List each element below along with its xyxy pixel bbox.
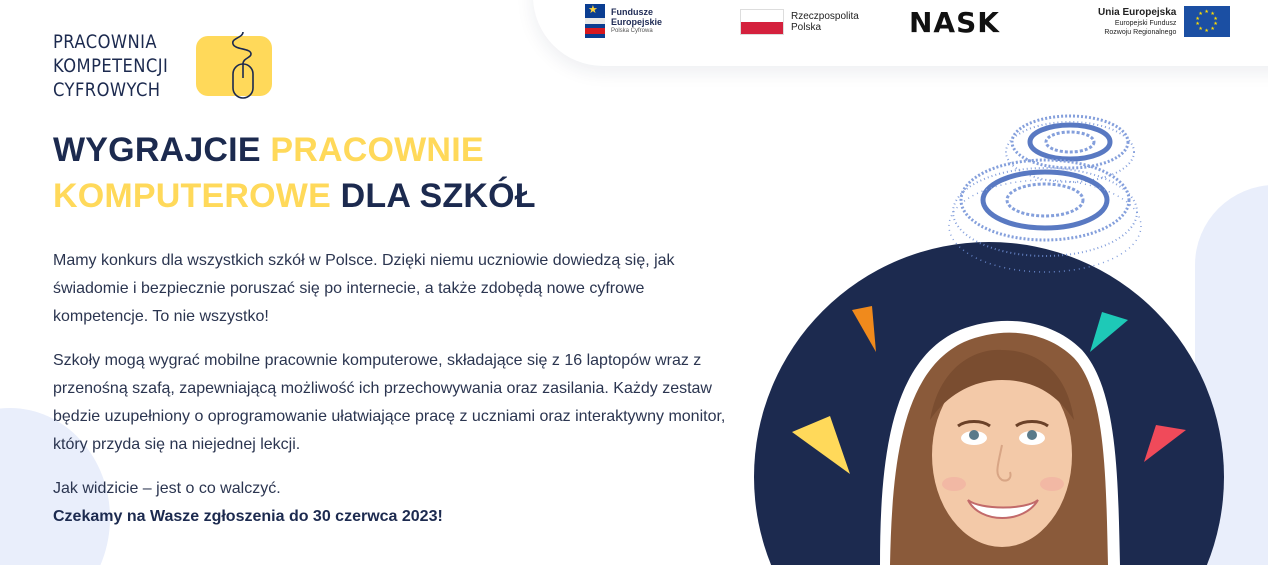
intro-paragraph-1: Mamy konkurs dla wszystkich szkół w Polsce. Dzięki niemu uczniowie dowiedzą się, jak świadomie i bezpiecznie poruszać się po internecie, a także zdobędą nowe cyfrowe kompetencje. To nie wszystko!	[53, 252, 675, 325]
unia-label-line1: Unia Europejska	[1098, 6, 1177, 18]
headline-part4: DLA SZKÓŁ	[330, 177, 536, 215]
intro-text	[53, 247, 733, 531]
girl-portrait	[880, 321, 1120, 565]
brand-line1: PRACOWNIA	[53, 31, 157, 53]
headline-part1: WYGRAJCIE	[53, 131, 271, 169]
page-headline	[53, 127, 536, 219]
fundusze-europejskie-icon: ★	[585, 4, 605, 38]
fundusze-europejskie-logo[interactable]	[585, 4, 662, 38]
red-confetti	[1144, 425, 1186, 462]
headline-part2: PRACOWNIE	[270, 131, 484, 169]
orange-confetti	[852, 306, 876, 352]
hero-illustration	[740, 100, 1268, 565]
teal-confetti	[1090, 312, 1128, 352]
fundusze-label-line1: Fundusze	[611, 6, 653, 17]
rzeczpospolita-label-line1: Rzeczpospolita	[791, 11, 859, 22]
unia-label-line2: Europejski Fundusz	[1114, 19, 1177, 27]
pracownia-kompetencji-cyfrowych-logo[interactable]	[53, 30, 187, 102]
computer-mouse-icon	[223, 30, 263, 102]
unia-label-line3: Rozwoju Regionalnego	[1104, 28, 1177, 36]
brand-line3: CYFROWYCH	[53, 79, 161, 101]
intro-paragraph-3: Jak widzicie – jest o co walczyć.	[53, 480, 281, 497]
brand-line2: KOMPETENCJI	[53, 55, 169, 77]
digital-rings-icon	[949, 116, 1141, 272]
rzeczpospolita-polska-logo[interactable]	[741, 10, 859, 34]
eu-flag-icon: ★ ★ ★ ★ ★ ★ ★ ★ ★ ★	[1184, 6, 1230, 37]
yellow-confetti	[792, 416, 850, 474]
deadline-text: Czekamy na Wasze zgłoszenia do 30 czerwca 2023!	[53, 508, 443, 525]
unia-europejska-logo[interactable]	[1098, 6, 1230, 37]
fundusze-label-line3: Polska Cyfrowa	[611, 27, 653, 34]
intro-paragraph-2: Szkoły mogą wygrać mobilne pracownie komputerowe, składające się z 16 laptopów wraz z przenośną szafą, zapewniającą możliwość ich przechowywania oraz zasilania. Każdy zestaw będzie uzupełniony o oprogramowanie ułatwiające pracę z uczniami oraz interaktywny monitor, który przyda się na niejednej lekcji.	[53, 352, 726, 453]
headline-part3: KOMPUTEROWE	[53, 177, 331, 215]
polish-flag-icon	[741, 10, 783, 34]
rzeczpospolita-label-line2: Polska	[791, 22, 822, 33]
nask-logo[interactable]: NASK	[909, 6, 1000, 39]
fundusze-label-line2: Europejskie	[611, 16, 663, 27]
